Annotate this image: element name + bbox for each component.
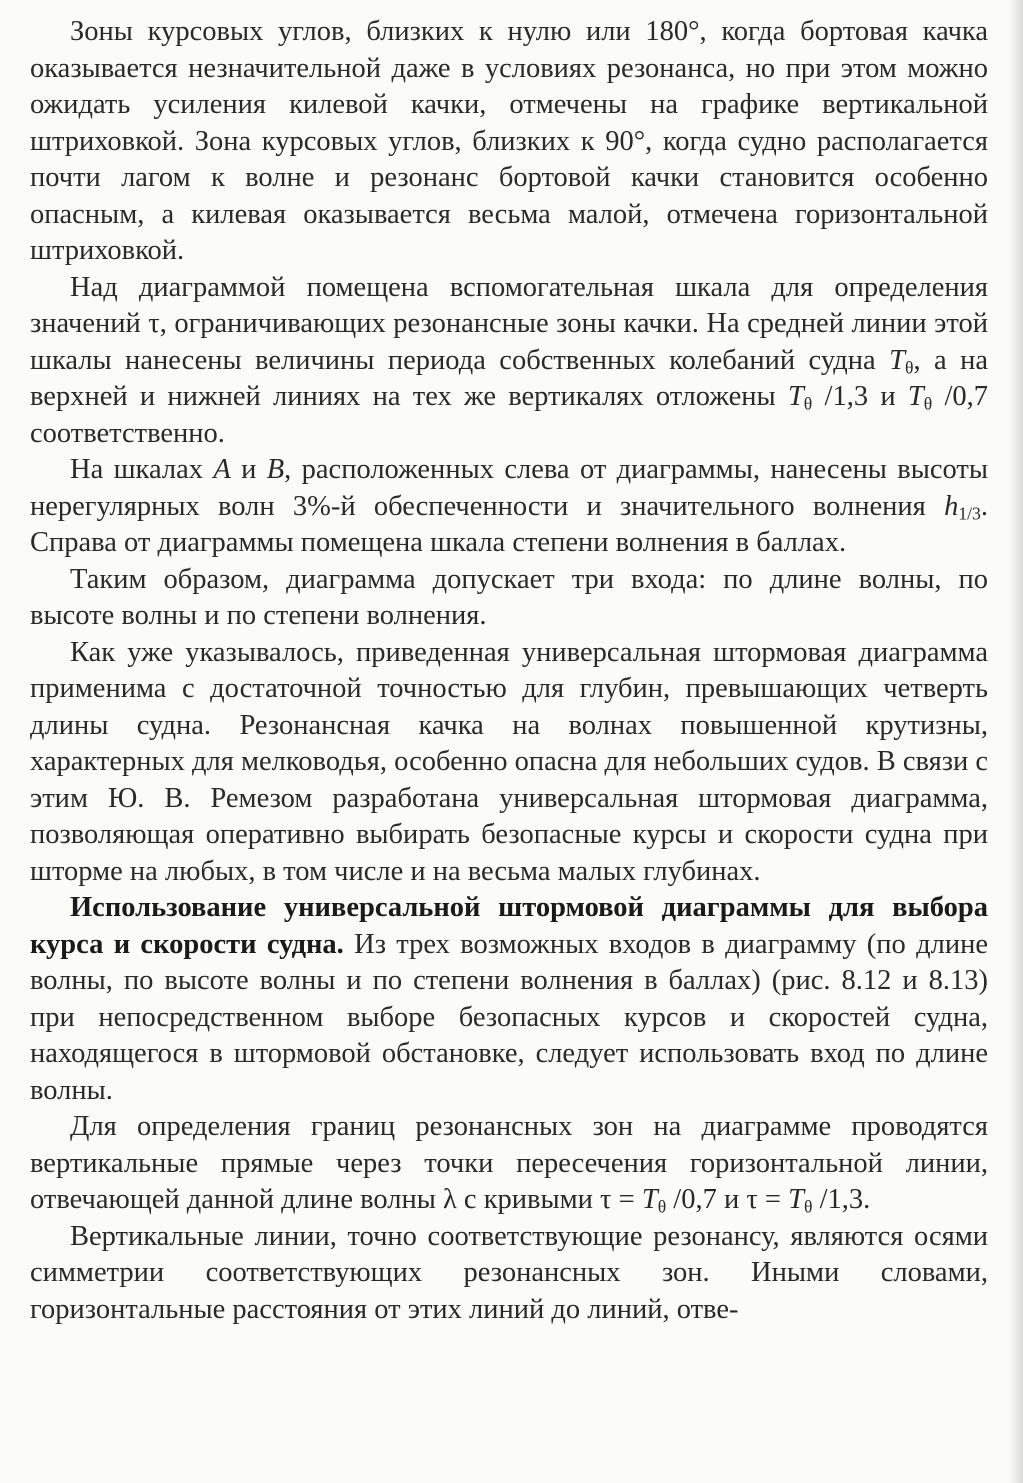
paragraph: Таким образом, диаграмма допускает три входа: по длине волны, по высоте волны и по степени волнения. bbox=[30, 563, 988, 631]
symbol-B: B bbox=[266, 454, 285, 485]
paragraph: Зоны курсовых углов, близких к нулю или 180°, когда бортовая качка оказывается незначительной даже в условиях резонанса, но при этом можно ожидать усиления килевой качки, отмечены на графике вертикальной штриховкой. Зона курсовых углов, близких к 90°, когда судно располагается почти лагом к волне и резонанс бортовой качки становится особенно опасным, а килевая оказывается весьма малой, отмечена горизонтальной штриховкой. bbox=[30, 16, 988, 266]
symbol-h: h bbox=[944, 490, 959, 522]
paragraph: Как уже указывалось, приведенная универсальная штормовая диаграмма применима с достаточной точностью для глубин, превышающих четверть длины судна. Резонансная качка на волнах повышенной крутизны, характерных для мелководья, особенно опасна для небольших судов. В связи с этим Ю. В. Ремезом разработана универсальная штормовая диаграмма, позволяющая оперативно выбирать безопасные курсы и скорости судна при шторме на любых, в том числе и на весьма малых глубинах. bbox=[30, 636, 988, 887]
symbol-T: T bbox=[787, 381, 804, 412]
symbol-sub: θ bbox=[923, 393, 933, 414]
text-run: На шкалах bbox=[70, 454, 214, 485]
symbol-sub: 1/3 bbox=[958, 502, 981, 523]
paragraph bbox=[30, 1109, 988, 1219]
symbol-sub: θ bbox=[904, 356, 914, 377]
paragraph bbox=[30, 890, 988, 1109]
symbol-sub: θ bbox=[803, 1196, 813, 1217]
text-run: и bbox=[230, 454, 267, 485]
text-run: /0,7 соответственно. bbox=[30, 381, 988, 449]
text-run: /1,3 и bbox=[812, 381, 908, 412]
paragraph: Вертикальные линии, точно соответствующие резонансу, являются осями симметрии соответствующих резонансных зон. Иными словами, горизонтальные расстояния от этих линий до линий, отве- bbox=[30, 1220, 988, 1325]
symbol-sub: θ bbox=[657, 1196, 667, 1217]
symbol-sub: θ bbox=[803, 393, 813, 414]
paragraph bbox=[30, 270, 988, 453]
symbol-T: T bbox=[788, 1184, 804, 1215]
page-text bbox=[30, 14, 988, 1328]
text-run: , а на верхней и нижней линиях на тех же вертикалях отложены bbox=[30, 344, 988, 412]
symbol-T: T bbox=[907, 381, 924, 412]
text-run: . Справа от диаграммы помещена шкала степени волнения в баллах. bbox=[30, 490, 988, 558]
symbol-T: T bbox=[641, 1184, 658, 1215]
text-run: /0,7 и τ = bbox=[666, 1184, 789, 1215]
symbol-A: A bbox=[213, 454, 231, 485]
symbol-T: T bbox=[889, 344, 905, 376]
paragraph bbox=[30, 452, 988, 562]
text-run: Из трех возможных входов в диаграмму (по длине волны, по высоте волны и по степени волнения в баллах) (рис. 8.12 и 8.13) при непосредственном выборе безопасных курсов и скоростей судна, находящегося в штормовой обстановке, следует использовать вход по длине волны. bbox=[30, 928, 988, 1106]
text-run: , расположенных слева от диаграммы, нанесены высоты нерегулярных волн 3%-й обеспеченности и значительного волнения bbox=[30, 454, 988, 522]
section-heading: Использование универсальной штормовой диаграммы для выбора курса и скорости судна. bbox=[30, 892, 988, 960]
text-run: Для определения границ резонансных зон на диаграмме проводятся вертикальные прямые через точки пересечения горизонтальной линии, отвечающей данной длине волны λ с кривыми τ = bbox=[30, 1111, 988, 1215]
text-run: /1,3. bbox=[812, 1184, 871, 1215]
page-edge-shadow bbox=[1009, 0, 1023, 1483]
text-run: Над диаграммой помещена вспомогательная шкала для определения значений τ, ограничивающих резонансные зоны качки. На средней линии этой шкалы нанесены величины периода собственных колебаний судна bbox=[30, 271, 988, 376]
